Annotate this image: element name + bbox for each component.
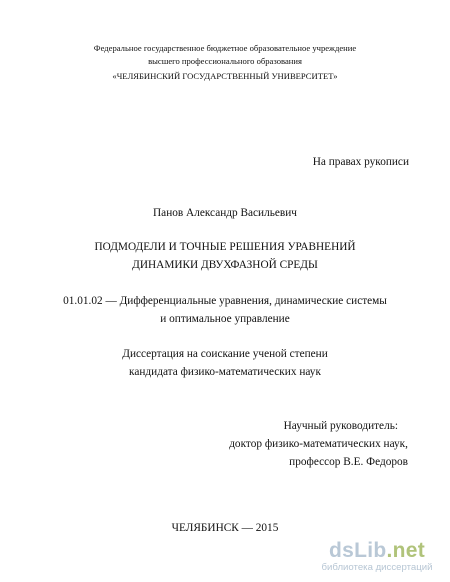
dslib-watermark [318, 540, 436, 574]
supervisor-name: профессор В.Е. Федоров [289, 456, 408, 468]
institution-line-2: высшего профессионального образования [148, 56, 302, 66]
watermark-subtitle: библиотека диссертаций [321, 562, 433, 573]
specialty-line-1: 01.01.02 — Дифференциальные уравнения, динамические системы [63, 295, 387, 307]
degree-line-2: кандидата физико-математических наук [129, 366, 321, 378]
supervisor-label: Научный руководитель: [283, 420, 398, 432]
university-name: «ЧЕЛЯБИНСКИЙ ГОСУДАРСТВЕННЫЙ УНИВЕРСИТЕТ» [112, 71, 338, 81]
rights-note: На правах рукописи [312, 156, 409, 168]
title-line-1: ПОДМОДЕЛИ И ТОЧНЫЕ РЕШЕНИЯ УРАВНЕНИЙ [94, 241, 356, 253]
title-line-2: ДИНАМИКИ ДВУХФАЗНОЙ СРЕДЫ [132, 259, 318, 271]
degree-line-1: Диссертация на соискание ученой степени [122, 348, 328, 360]
watermark-logo-tld: .net [386, 539, 426, 562]
institution-line-1: Федеральное государственное бюджетное образовательное учреждение [93, 43, 357, 53]
author-name: Панов Александр Васильевич [153, 207, 297, 219]
specialty-line-2: и оптимальное управление [160, 313, 290, 325]
supervisor-degree: доктор физико-математических наук, [229, 438, 408, 450]
city-year: ЧЕЛЯБИНСК — 2015 [171, 522, 279, 534]
watermark-logo-main: dsLib [328, 539, 387, 562]
watermark-logo [318, 540, 436, 562]
